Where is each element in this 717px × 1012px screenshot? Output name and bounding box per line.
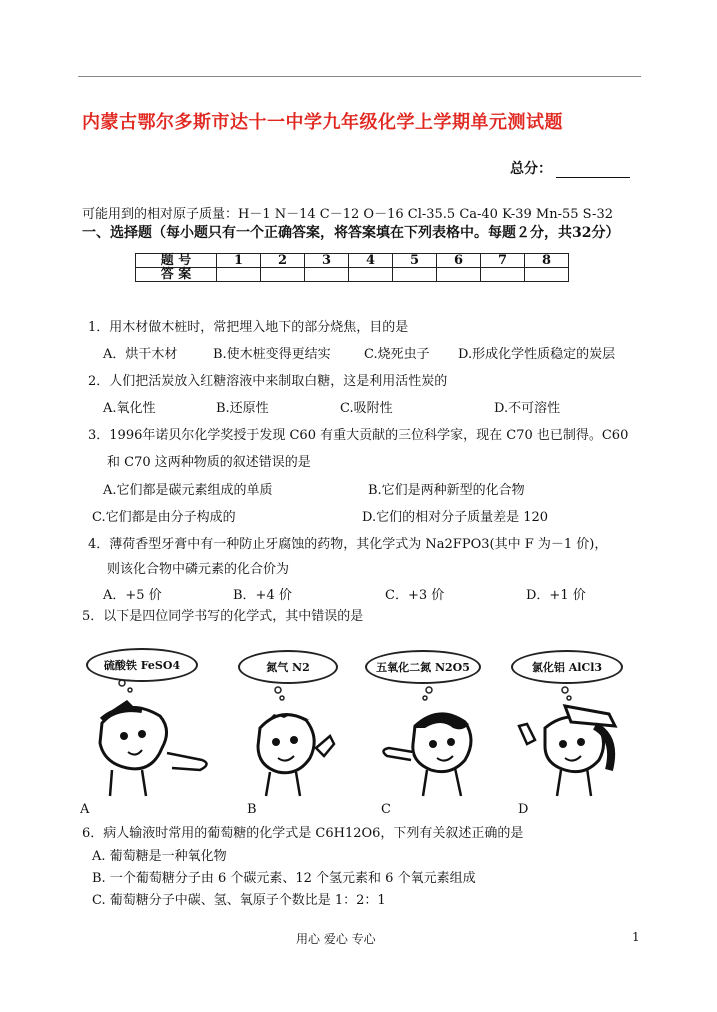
speech-bubble-b: 氮气 N2 [238,650,338,684]
question-2-stem: 2．人们把活炭放入红糖溶液中来制取白糖，这是利用活性炭的 [88,374,448,389]
q6-option-a: A. 葡萄糖是一种氧化物 [92,849,227,864]
q1-option-d: D.形成化学性质稳定的炭层 [458,347,616,362]
q4-option-a: A．+5 价 [103,588,162,603]
table-cell: 1 [217,254,261,268]
option-label-a: A [80,802,90,817]
q4-option-d: D．+1 价 [526,588,586,603]
q6-option-b: B. 一个葡萄糖分子由 6 个碳元素、12 个氢元素和 6 个氧元素组成 [92,871,476,886]
speech-bubble-c: 五氧化二氮 N2O5 [365,650,481,684]
option-label-d: D [518,802,529,817]
q1-option-a: A．烘干木材 [103,347,178,362]
q1-option-b: B.使木桩变得更结实 [213,347,331,362]
page-number: 1 [632,930,640,944]
option-label-c: C [381,802,391,817]
q3-option-b: B.它们是两种新型的化合物 [368,483,525,498]
question-3-stem-cont: 和 C70 这两种物质的叙述错误的是 [107,455,311,470]
atomic-mass-line: 可能用到的相对原子质量：H－1 N－14 C－12 O－16 Cl-35.5 Ca-40 K-39 Mn-55 S-32 [82,207,613,222]
speech-bubble-a: 硫酸铁 FeSO4 [86,648,198,682]
total-score [510,158,630,178]
answer-cell[interactable] [217,268,261,282]
table-cell: 3 [305,254,349,268]
question-1-stem: 1．用木材做木桩时，常把埋入地下的部分烧焦，目的是 [88,320,409,335]
table-cell: 5 [393,254,437,268]
option-label-b: B [247,802,257,817]
q4-option-b: B．+4 价 [233,588,292,603]
q1-option-c: C.烧死虫子 [364,347,430,362]
question-4-stem-cont: 则该化合物中磷元素的化合价为 [107,562,290,577]
boy-drawing [230,648,360,798]
answer-cell[interactable] [393,268,437,282]
answer-cell[interactable] [305,268,349,282]
girl-hat-drawing [505,648,635,798]
question-6-stem: 6．病人输液时常用的葡萄糖的化学式是 C6H12O6，下列有关叙述正确的是 [82,826,524,841]
table-head-answer: 答 案 [136,268,217,282]
table-cell: 7 [481,254,525,268]
answer-cell[interactable] [349,268,393,282]
answer-table [135,253,569,282]
footer-motto: 用心 爱心 专心 [296,932,376,946]
q3-option-c: C.它们都是由分子构成的 [92,510,236,525]
answer-cell[interactable] [525,268,569,282]
q6-option-c: C. 葡萄糖分子中碳、氢、氧原子个数比是 1：2：1 [92,893,386,908]
q2-option-a: A.氧化性 [103,401,156,416]
answer-cell[interactable] [437,268,481,282]
girl-drawing [82,648,222,798]
table-cell: 4 [349,254,393,268]
boy-pointing-drawing [365,648,505,798]
q3-option-d: D.它们的相对分子质量差是 120 [362,510,549,525]
section-heading: 一、选择题（每小题只有一个正确答案，将答案填在下列表格中。每题２分，共32分） [82,225,620,241]
q2-option-b: B.还原性 [216,401,269,416]
question-3-stem: 3．1996年诺贝尔化学奖授于发现 C60 有重大贡献的三位科学家，现在 C70 也已制得。C60 [88,428,629,443]
table-row [136,254,569,268]
student-b-figure [230,648,360,798]
table-cell: 8 [525,254,569,268]
q2-option-c: C.吸附性 [340,401,393,416]
page-title: 内蒙古鄂尔多斯市达十一中学九年级化学上学期单元测试题 [82,112,563,133]
answer-cell[interactable] [261,268,305,282]
speech-bubble-d: 氯化铝 AlCl3 [511,650,623,684]
score-label: 总分： [510,161,552,177]
score-blank [556,163,630,178]
table-row [136,268,569,282]
answer-cell[interactable] [481,268,525,282]
table-cell: 6 [437,254,481,268]
q3-option-a: A.它们都是碳元素组成的单质 [103,483,273,498]
question-5-stem: 5．以下是四位同学书写的化学式，其中错误的是 [82,609,364,624]
table-cell: 2 [261,254,305,268]
table-head-number: 题 号 [136,254,217,268]
header-rule [78,76,641,77]
q2-option-d: D.不可溶性 [494,401,561,416]
question-4-stem: 4．薄荷香型牙膏中有一种防止牙腐蚀的药物，其化学式为 Na2FPO3(其中 F 为－1 价)， [88,537,608,552]
student-c-figure [365,648,505,798]
student-d-figure [505,648,635,798]
q4-option-c: C．+3 价 [385,588,445,603]
student-a-figure [82,648,222,798]
